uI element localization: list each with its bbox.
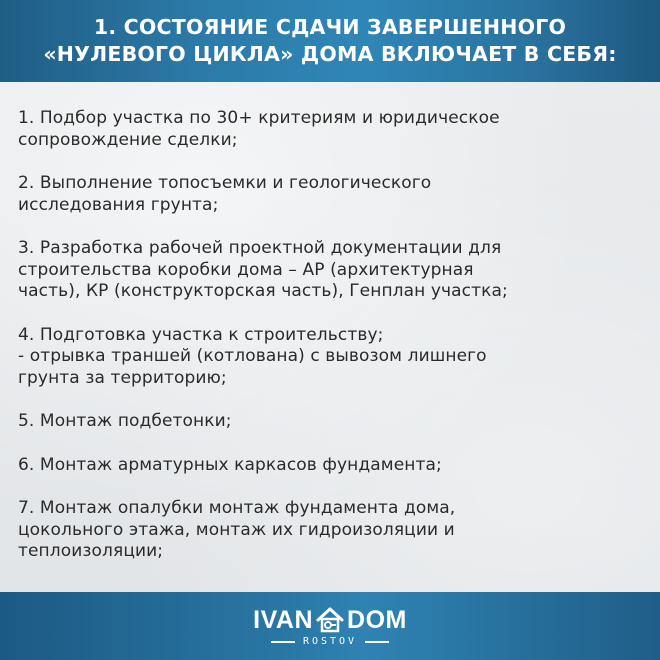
list-item	[18, 498, 648, 563]
list-item	[18, 173, 648, 216]
list-item	[18, 455, 648, 477]
list-item	[18, 238, 648, 303]
list-item-line: 4. Подготовка участка к строительству;	[18, 324, 384, 345]
list-item-line: часть), КР (конструкторская часть), Генплан участка;	[18, 281, 508, 301]
list-item-line: цокольного этажа, монтаж их гидроизоляции и	[18, 519, 455, 540]
logo-text-right: DOM	[347, 606, 407, 634]
list-item-line: строительства коробки дома – АР (архитектурная	[18, 259, 474, 280]
house-key-icon	[315, 606, 345, 634]
steps-list	[18, 108, 648, 585]
list-item	[18, 411, 648, 433]
title-line-1: 1. СОСТОЯНИЕ СДАЧИ ЗАВЕРШЕННОГО	[93, 15, 567, 39]
brand-logo	[0, 606, 660, 634]
list-item-line: 7. Монтаж опалубки монтаж фундамента дома,	[18, 498, 456, 518]
list-item-line: 5. Монтаж подбетонки;	[18, 411, 232, 431]
content-panel	[0, 82, 660, 592]
list-item-line: 1. Подбор участка по 30+ критериям и юридическое	[18, 108, 500, 128]
title-banner	[0, 0, 660, 82]
list-item-line: 3. Разработка рабочей проектной документации для	[18, 238, 502, 258]
list-item	[18, 325, 648, 390]
list-item-line: 6. Монтаж арматурных каркасов фундамента;	[18, 454, 442, 475]
list-item-line: - отрывка траншей (котлована) с вывозом лишнего	[18, 346, 487, 366]
list-item	[18, 108, 648, 151]
logo-subtitle	[0, 636, 660, 648]
title-line-2: «НУЛЕВОГО ЦИКЛА» ДОМА ВКЛЮЧАЕТ В СЕБЯ:	[43, 42, 617, 66]
list-item-line: 2. Выполнение топосъемки и геологического	[18, 173, 432, 193]
list-item-line: грунта за территорию;	[18, 367, 227, 388]
divider	[271, 641, 295, 643]
list-item-line: сопровождение сделки;	[18, 129, 238, 150]
footer-banner	[0, 592, 660, 660]
list-item-line: исследования грунта;	[18, 194, 219, 215]
logo-text-left: IVAN	[253, 606, 314, 634]
divider	[365, 641, 389, 643]
logo-subtitle-text: ROSTOV	[302, 636, 358, 647]
list-item-line: теплоизоляции;	[18, 541, 164, 561]
